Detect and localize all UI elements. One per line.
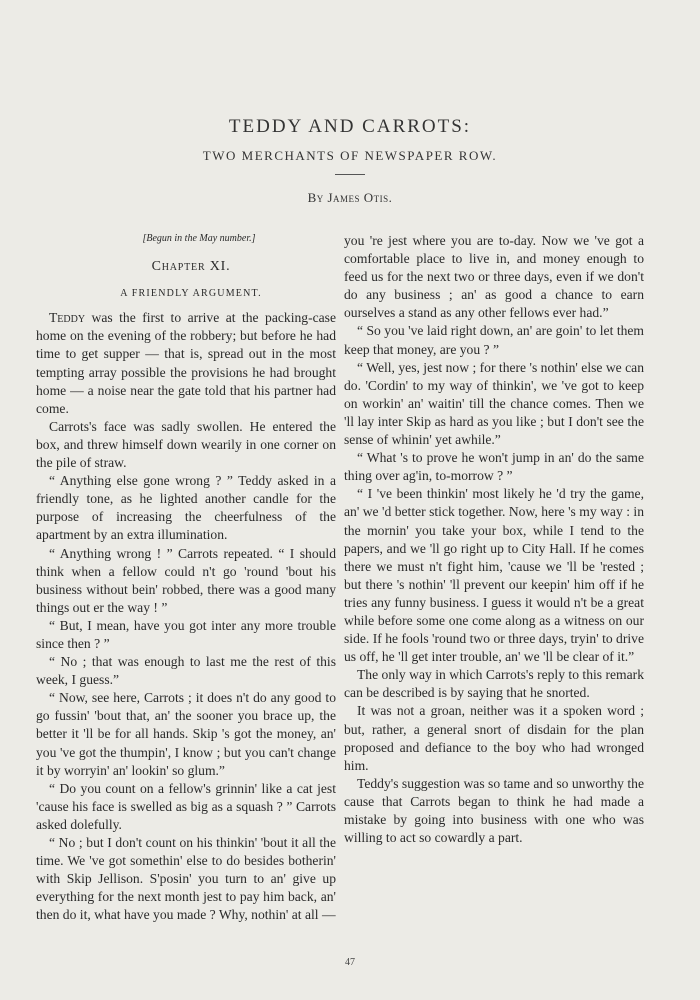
paragraph [344,666,644,702]
right-paragraphs [344,232,644,847]
paragraph [36,653,336,689]
paragraph-text: “ What 's to prove he won't jump in an' do the same thing over ag'in, to-morrow ? ” [344,450,644,484]
chapter-subtitle: A FRIENDLY ARGUMENT. [120,288,262,300]
paragraph-text: It was not a groan, neither was it a spoken word ; but, rather, a general snort of disdain for the plan proposed and defiance to the boy who had wronged him. [344,703,644,773]
story-subtitle: TWO MERCHANTS OF NEWSPAPER ROW. [202,148,498,163]
paragraph [344,702,644,774]
paragraph-text: “ I 've been thinkin' most likely he 'd try the game, an' we 'd better stick together. Now, here 's my way : in the mornin' you take your box, while I tend to the papers, and we 'll go right up to City Hall. If he comes there we must n't fight him, 'cause we 'll be 'rested ; but there 's nothin' 'll prevent our keepin' him off if he tries any funny business. I guess it would n't be a great while before some one come along as a witness on our side. If he fools 'round two or three days, tryin' to drive us off, he 'll get inter trouble, an' we 'll be clear of it.” [344,486,644,665]
byline [0,190,700,206]
paragraph-text: Teddy's suggestion was so tame and so unworthy the cause that Carrots began to think he had made a mistake by going into business with one who was willing to act so cowardly a part. [344,775,644,846]
paragraph-text: “ But, I mean, have you got inter any more trouble since then ? ” [36,617,336,651]
paragraph-text: “ Do you count on a fellow's grinnin' like a cat jest 'cause his face is swelled as big as a squash ? ” Carrots asked dolefully. [36,780,336,832]
paragraph [36,545,336,617]
paragraph-text: “ Well, yes, jest now ; for there 's nothin' else we can do. 'Cordin' to my way of thinkin', we 've got to keep on workin' an' waitin' till the chance comes. Then we 'll lay inter Skip as hard as you like ; but I don't see the sense of whinin' yet awhile.” [344,359,644,448]
paragraph [36,834,336,924]
paragraph [344,449,644,485]
byline-author: James Otis. [327,190,393,205]
paragraph [344,232,644,322]
paragraph-text: Carrots's face was sadly swollen. He entered the box, and threw himself down wearily in one corner on the pile of straw. [36,418,336,471]
paragraph [36,617,336,653]
right-column [344,232,644,847]
left-column [36,230,336,924]
paragraph [36,418,336,472]
paragraph-text: “ No ; that was enough to last me the rest of this week, I guess.” [36,654,336,688]
paragraph [344,775,644,847]
byline-by: By [307,190,324,205]
paragraph [344,485,644,666]
paragraph-text: “ Anything else gone wrong ? ” Teddy asked in a friendly tone, as he lighted another candle for the purpose of increasing the cheerfulness of the apartment by an extra illumination. [36,473,336,543]
paragraph-text: “ No ; but I don't count on his thinkin' 'bout it all the time. We 've got somethin' else to do besides botherin' with Skip Jellison. S'posin' you turn to an' give up everything for the next month jest to pay him back, an' then do it, what have you made ? Why, nothin' at all — [36,835,336,923]
paragraph [344,359,644,449]
paragraph [344,322,644,358]
paragraph-text: “ Now, see here, Carrots ; it does n't do any good to go fussin' 'bout that, an' the sooner you brace up, the better it 'll be for all hands. Skip 's got the money, an' you 've got the thumpin', I know ; but you can't change it by worryin' an' lookin' so glum.” [36,690,336,778]
paragraph [36,309,336,418]
paragraph-text: “ Anything wrong ! ” Carrots repeated. “ I should think when a fellow could n't go 'round 'bout his business without bein' robbed, there was a good many things out er the way ! ” [36,545,336,615]
lead-word: Teddy [49,310,86,326]
left-paragraphs [36,309,336,924]
begun-note: [Begun in the May number.] [142,233,256,244]
paragraph-text: The only way in which Carrots's reply to this remark can be described is by saying that he snorted. [344,667,644,701]
paragraph [36,472,336,544]
paragraph [36,780,336,834]
paragraph [36,689,336,779]
title-rule [335,174,365,175]
chapter-title: Chapter XI. [151,259,231,275]
story-title: TEDDY AND CARROTS: [228,116,472,137]
paragraph-text: “ So you 've laid right down, an' are goin' to let them keep that money, are you ? ” [344,323,644,357]
paragraph-text: was the first to arrive at the packing-case home on the evening of the robbery; but before he had time to get supper — that is, spread out in the most tempting array possible the provisions he had brought home — a noise near the gate told that his partner had come. [36,310,336,416]
paragraph-text: you 're jest where you are to-day. Now we 've got a comfortable place to live in, and money enough to feed us for the next two or three days, even if we don't do any business ; an' as good a chance to earn ourselves a stand as any other fellows ever had.” [344,233,644,321]
page-number: 47 [345,957,355,968]
